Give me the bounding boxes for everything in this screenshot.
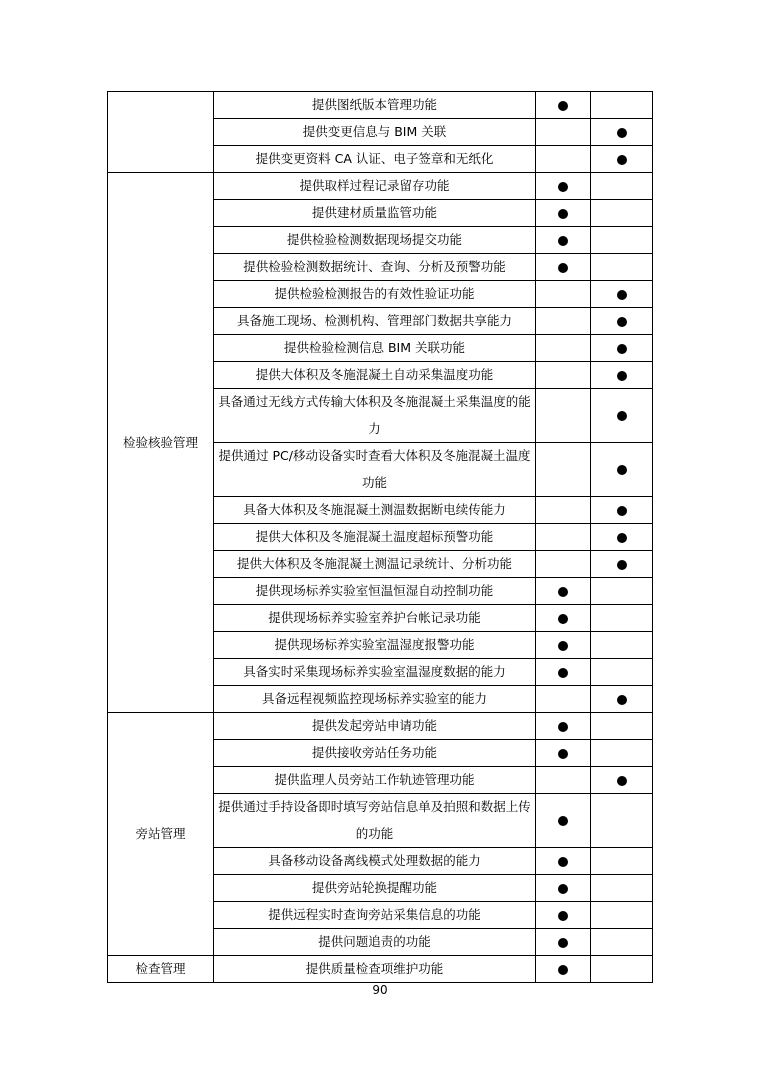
basic-mark-cell bbox=[536, 362, 591, 389]
advanced-mark-cell bbox=[591, 443, 653, 497]
advanced-mark-cell bbox=[591, 335, 653, 362]
filled-dot-icon bbox=[558, 816, 568, 826]
feature-cell: 具备实时采集现场标养实验室温湿度数据的能力 bbox=[214, 659, 536, 686]
advanced-mark-cell bbox=[591, 389, 653, 443]
category-cell bbox=[108, 92, 214, 173]
filled-dot-icon bbox=[558, 236, 568, 246]
page-number: 90 bbox=[372, 983, 388, 997]
basic-mark-cell bbox=[536, 146, 591, 173]
feature-cell: 提供大体积及冬施混凝土温度超标预警功能 bbox=[214, 524, 536, 551]
filled-dot-icon bbox=[558, 587, 568, 597]
basic-mark-cell bbox=[536, 767, 591, 794]
advanced-mark-cell bbox=[591, 848, 653, 875]
feature-cell: 提供通过手持设备即时填写旁站信息单及拍照和数据上传的功能 bbox=[214, 794, 536, 848]
filled-dot-icon bbox=[558, 722, 568, 732]
feature-cell: 提供建材质量监管功能 bbox=[214, 200, 536, 227]
basic-mark-cell bbox=[536, 848, 591, 875]
basic-mark-cell bbox=[536, 173, 591, 200]
advanced-mark-cell bbox=[591, 254, 653, 281]
advanced-mark-cell bbox=[591, 308, 653, 335]
filled-dot-icon bbox=[558, 965, 568, 975]
filled-dot-icon bbox=[617, 776, 627, 786]
advanced-mark-cell bbox=[591, 605, 653, 632]
feature-cell: 提供旁站轮换提醒功能 bbox=[214, 875, 536, 902]
filled-dot-icon bbox=[558, 749, 568, 759]
basic-mark-cell bbox=[536, 578, 591, 605]
advanced-mark-cell bbox=[591, 146, 653, 173]
feature-cell: 提供检验检测报告的有效性验证功能 bbox=[214, 281, 536, 308]
filled-dot-icon bbox=[617, 695, 627, 705]
feature-cell: 提供图纸版本管理功能 bbox=[214, 92, 536, 119]
feature-cell: 提供现场标养实验室养护台帐记录功能 bbox=[214, 605, 536, 632]
filled-dot-icon bbox=[617, 371, 627, 381]
feature-cell: 提供通过 PC/移动设备实时查看大体积及冬施混凝土温度功能 bbox=[214, 443, 536, 497]
basic-mark-cell bbox=[536, 200, 591, 227]
feature-cell: 具备大体积及冬施混凝土测温数据断电续传能力 bbox=[214, 497, 536, 524]
feature-cell: 具备远程视频监控现场标养实验室的能力 bbox=[214, 686, 536, 713]
basic-mark-cell bbox=[536, 389, 591, 443]
advanced-mark-cell bbox=[591, 119, 653, 146]
filled-dot-icon bbox=[558, 209, 568, 219]
requirements-table bbox=[107, 91, 653, 983]
table-row bbox=[108, 173, 653, 200]
filled-dot-icon bbox=[558, 614, 568, 624]
feature-cell: 提供现场标养实验室温湿度报警功能 bbox=[214, 632, 536, 659]
advanced-mark-cell bbox=[591, 713, 653, 740]
advanced-mark-cell bbox=[591, 524, 653, 551]
filled-dot-icon bbox=[617, 290, 627, 300]
basic-mark-cell bbox=[536, 686, 591, 713]
filled-dot-icon bbox=[558, 857, 568, 867]
advanced-mark-cell bbox=[591, 659, 653, 686]
feature-cell: 提供大体积及冬施混凝土自动采集温度功能 bbox=[214, 362, 536, 389]
advanced-mark-cell bbox=[591, 362, 653, 389]
filled-dot-icon bbox=[558, 641, 568, 651]
feature-cell: 提供大体积及冬施混凝土测温记录统计、分析功能 bbox=[214, 551, 536, 578]
basic-mark-cell bbox=[536, 632, 591, 659]
basic-mark-cell bbox=[536, 902, 591, 929]
basic-mark-cell bbox=[536, 794, 591, 848]
category-cell: 检查管理 bbox=[108, 956, 214, 983]
feature-cell: 提供检验检测数据现场提交功能 bbox=[214, 227, 536, 254]
filled-dot-icon bbox=[617, 465, 627, 475]
basic-mark-cell bbox=[536, 443, 591, 497]
table-row bbox=[108, 956, 653, 983]
advanced-mark-cell bbox=[591, 92, 653, 119]
feature-cell: 提供问题追责的功能 bbox=[214, 929, 536, 956]
basic-mark-cell bbox=[536, 605, 591, 632]
advanced-mark-cell bbox=[591, 686, 653, 713]
basic-mark-cell bbox=[536, 227, 591, 254]
filled-dot-icon bbox=[617, 155, 627, 165]
filled-dot-icon bbox=[558, 668, 568, 678]
table-row bbox=[108, 92, 653, 119]
advanced-mark-cell bbox=[591, 875, 653, 902]
feature-cell: 提供检验检测数据统计、查询、分析及预警功能 bbox=[214, 254, 536, 281]
feature-cell: 提供质量检查项维护功能 bbox=[214, 956, 536, 983]
filled-dot-icon bbox=[558, 911, 568, 921]
filled-dot-icon bbox=[617, 344, 627, 354]
feature-cell: 提供取样过程记录留存功能 bbox=[214, 173, 536, 200]
category-cell: 旁站管理 bbox=[108, 713, 214, 956]
basic-mark-cell bbox=[536, 740, 591, 767]
filled-dot-icon bbox=[617, 506, 627, 516]
basic-mark-cell bbox=[536, 308, 591, 335]
basic-mark-cell bbox=[536, 119, 591, 146]
advanced-mark-cell bbox=[591, 929, 653, 956]
feature-cell: 具备移动设备离线模式处理数据的能力 bbox=[214, 848, 536, 875]
advanced-mark-cell bbox=[591, 956, 653, 983]
feature-cell: 具备施工现场、检测机构、管理部门数据共享能力 bbox=[214, 308, 536, 335]
advanced-mark-cell bbox=[591, 767, 653, 794]
advanced-mark-cell bbox=[591, 794, 653, 848]
feature-cell: 提供变更信息与 BIM 关联 bbox=[214, 119, 536, 146]
advanced-mark-cell bbox=[591, 551, 653, 578]
feature-cell: 提供变更资料 CA 认证、电子签章和无纸化 bbox=[214, 146, 536, 173]
filled-dot-icon bbox=[617, 533, 627, 543]
advanced-mark-cell bbox=[591, 497, 653, 524]
table-row bbox=[108, 713, 653, 740]
feature-cell: 提供接收旁站任务功能 bbox=[214, 740, 536, 767]
advanced-mark-cell bbox=[591, 578, 653, 605]
filled-dot-icon bbox=[558, 101, 568, 111]
advanced-mark-cell bbox=[591, 902, 653, 929]
basic-mark-cell bbox=[536, 659, 591, 686]
feature-cell: 提供监理人员旁站工作轨迹管理功能 bbox=[214, 767, 536, 794]
advanced-mark-cell bbox=[591, 200, 653, 227]
basic-mark-cell bbox=[536, 281, 591, 308]
filled-dot-icon bbox=[558, 884, 568, 894]
basic-mark-cell bbox=[536, 875, 591, 902]
basic-mark-cell bbox=[536, 254, 591, 281]
filled-dot-icon bbox=[558, 938, 568, 948]
filled-dot-icon bbox=[617, 560, 627, 570]
advanced-mark-cell bbox=[591, 281, 653, 308]
basic-mark-cell bbox=[536, 713, 591, 740]
category-cell: 检验核验管理 bbox=[108, 173, 214, 713]
basic-mark-cell bbox=[536, 92, 591, 119]
advanced-mark-cell bbox=[591, 740, 653, 767]
feature-cell: 提供现场标养实验室恒温恒湿自动控制功能 bbox=[214, 578, 536, 605]
basic-mark-cell bbox=[536, 524, 591, 551]
advanced-mark-cell bbox=[591, 173, 653, 200]
filled-dot-icon bbox=[617, 411, 627, 421]
basic-mark-cell bbox=[536, 551, 591, 578]
advanced-mark-cell bbox=[591, 227, 653, 254]
feature-cell: 提供远程实时查询旁站采集信息的功能 bbox=[214, 902, 536, 929]
basic-mark-cell bbox=[536, 335, 591, 362]
filled-dot-icon bbox=[558, 182, 568, 192]
advanced-mark-cell bbox=[591, 632, 653, 659]
feature-cell: 具备通过无线方式传输大体积及冬施混凝土采集温度的能力 bbox=[214, 389, 536, 443]
filled-dot-icon bbox=[617, 128, 627, 138]
requirements-table-body bbox=[108, 92, 653, 983]
feature-cell: 提供发起旁站申请功能 bbox=[214, 713, 536, 740]
basic-mark-cell bbox=[536, 497, 591, 524]
basic-mark-cell bbox=[536, 956, 591, 983]
basic-mark-cell bbox=[536, 929, 591, 956]
feature-cell: 提供检验检测信息 BIM 关联功能 bbox=[214, 335, 536, 362]
filled-dot-icon bbox=[558, 263, 568, 273]
filled-dot-icon bbox=[617, 317, 627, 327]
